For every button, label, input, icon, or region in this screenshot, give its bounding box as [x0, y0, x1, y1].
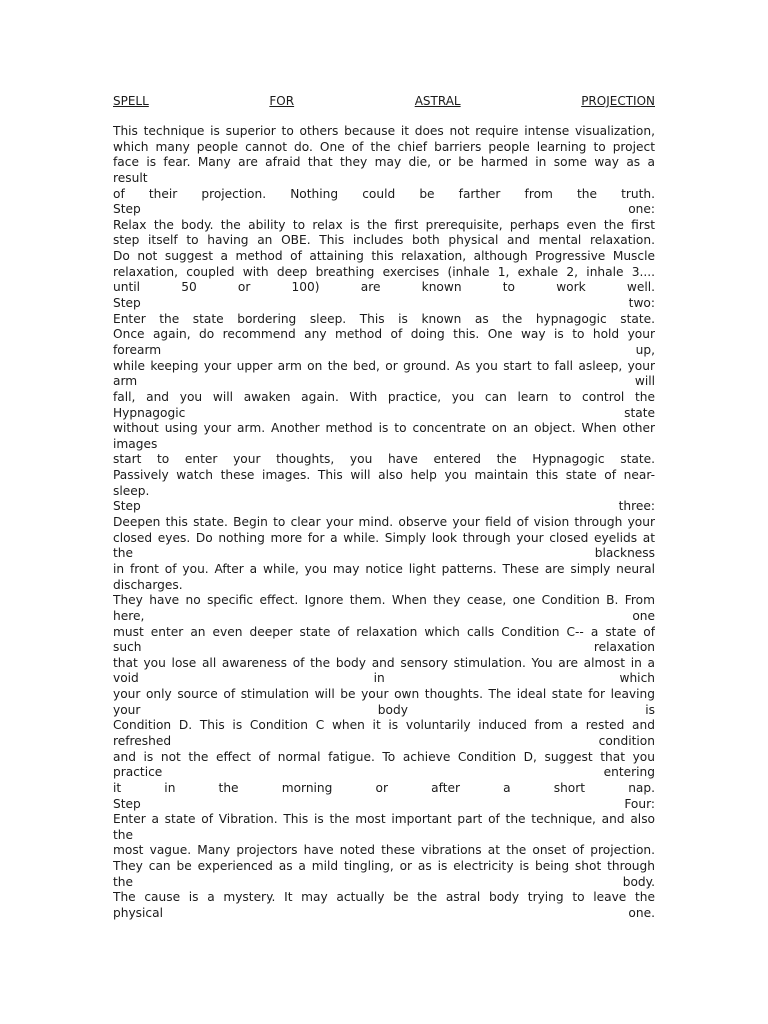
text-line: your body is	[113, 702, 655, 717]
text-line: such relaxation	[113, 640, 655, 655]
text-line: This technique is superior to others because it does not require intense visualization,	[113, 124, 655, 138]
text-line: images	[113, 436, 158, 451]
text-line: Enter a state of Vibration. This is the most important part of the technique, and also	[113, 812, 655, 827]
text-line: start to enter your thoughts, you have entered the Hypnagogic state.	[113, 452, 655, 467]
text-line: Step three:	[113, 499, 655, 514]
text-line: practice entering	[113, 765, 655, 780]
text-line: Passively watch these images. This will also help you maintain this state of near-	[113, 468, 655, 483]
text-line: which many people cannot do. One of the chief barriers people learning to project	[113, 139, 655, 154]
document-body	[113, 124, 655, 922]
text-line: until 50 or 100) are known to work well.	[113, 280, 655, 295]
text-line: They can be experienced as a mild tingling, or as is electricity is being shot through	[113, 859, 655, 874]
text-line: Step Four:	[113, 796, 655, 811]
title-word: SPELL	[113, 94, 149, 108]
text-line: Enter the state bordering sleep. This is known as the hypnagogic state.	[113, 311, 655, 326]
text-line: while keeping your upper arm on the bed, or ground. As you start to fall asleep, your	[113, 358, 655, 373]
text-line: and is not the effect of normal fatigue. To achieve Condition D, suggest that you	[113, 749, 655, 764]
title-word: ASTRAL	[414, 94, 461, 108]
text-line: the blackness	[113, 546, 655, 561]
text-line: refreshed condition	[113, 733, 655, 748]
text-line: must enter an even deeper state of relaxation which calls Condition C-- a state of	[113, 624, 655, 639]
text-line: closed eyes. Do nothing more for a while. Simply look through your closed eyelids at	[113, 530, 655, 545]
text-line: it in the morning or after a short nap.	[113, 780, 655, 795]
title-word: FOR	[269, 94, 295, 108]
document-title	[113, 93, 655, 109]
text-line: your only source of stimulation will be your own thoughts. The ideal state for leaving	[113, 687, 655, 702]
text-line: Once again, do recommend any method of doing this. One way is to hold your	[113, 327, 655, 342]
text-line: Step two:	[113, 296, 655, 311]
text-line: without using your arm. Another method is to concentrate on an object. When other	[113, 421, 655, 436]
text-line: physical one.	[113, 906, 655, 921]
text-line: The cause is a mystery. It may actually be the astral body trying to leave the	[113, 890, 655, 905]
text-line: in front of you. After a while, you may notice light patterns. These are simply neural	[113, 561, 655, 576]
text-line: Relax the body. the ability to relax is the first prerequisite, perhaps even the first	[113, 217, 655, 232]
text-line: the	[113, 827, 134, 842]
title-word: PROJECTION	[581, 94, 655, 108]
text-line: discharges.	[113, 577, 183, 592]
text-line: Deepen this state. Begin to clear your mind. observe your field of vision through your	[113, 515, 655, 530]
text-line: most vague. Many projectors have noted these vibrations at the onset of projection.	[113, 843, 655, 858]
text-line: that you lose all awareness of the body and sensory stimulation. You are almost in a	[113, 655, 655, 670]
text-line: forearm up,	[113, 342, 655, 357]
text-line: step itself to having an OBE. This includes both physical and mental relaxation.	[113, 233, 655, 248]
text-line: fall, and you will awaken again. With practice, you can learn to control the	[113, 389, 655, 404]
text-line: Hypnagogic state	[113, 405, 655, 420]
text-line: Step one:	[113, 202, 655, 217]
text-line: Condition D. This is Condition C when it is voluntarily induced from a rested and	[113, 718, 655, 733]
document-page	[113, 93, 655, 922]
text-line: sleep.	[113, 483, 150, 498]
text-line: face is fear. Many are afraid that they may die, or be harmed in some way as a	[113, 155, 655, 170]
text-line: of their projection. Nothing could be farther from the truth.	[113, 186, 655, 201]
text-line: the body.	[113, 874, 655, 889]
text-line: Do not suggest a method of attaining this relaxation, although Progressive Muscle	[113, 249, 655, 264]
text-line: result	[113, 170, 148, 185]
text-line: void in which	[113, 671, 655, 686]
text-line: here, one	[113, 608, 655, 623]
text-line: relaxation, coupled with deep breathing exercises (inhale 1, exhale 2, inhale 3....	[113, 264, 655, 279]
text-line: They have no specific effect. Ignore them. When they cease, one Condition B. From	[113, 593, 655, 608]
text-line: arm will	[113, 374, 655, 389]
